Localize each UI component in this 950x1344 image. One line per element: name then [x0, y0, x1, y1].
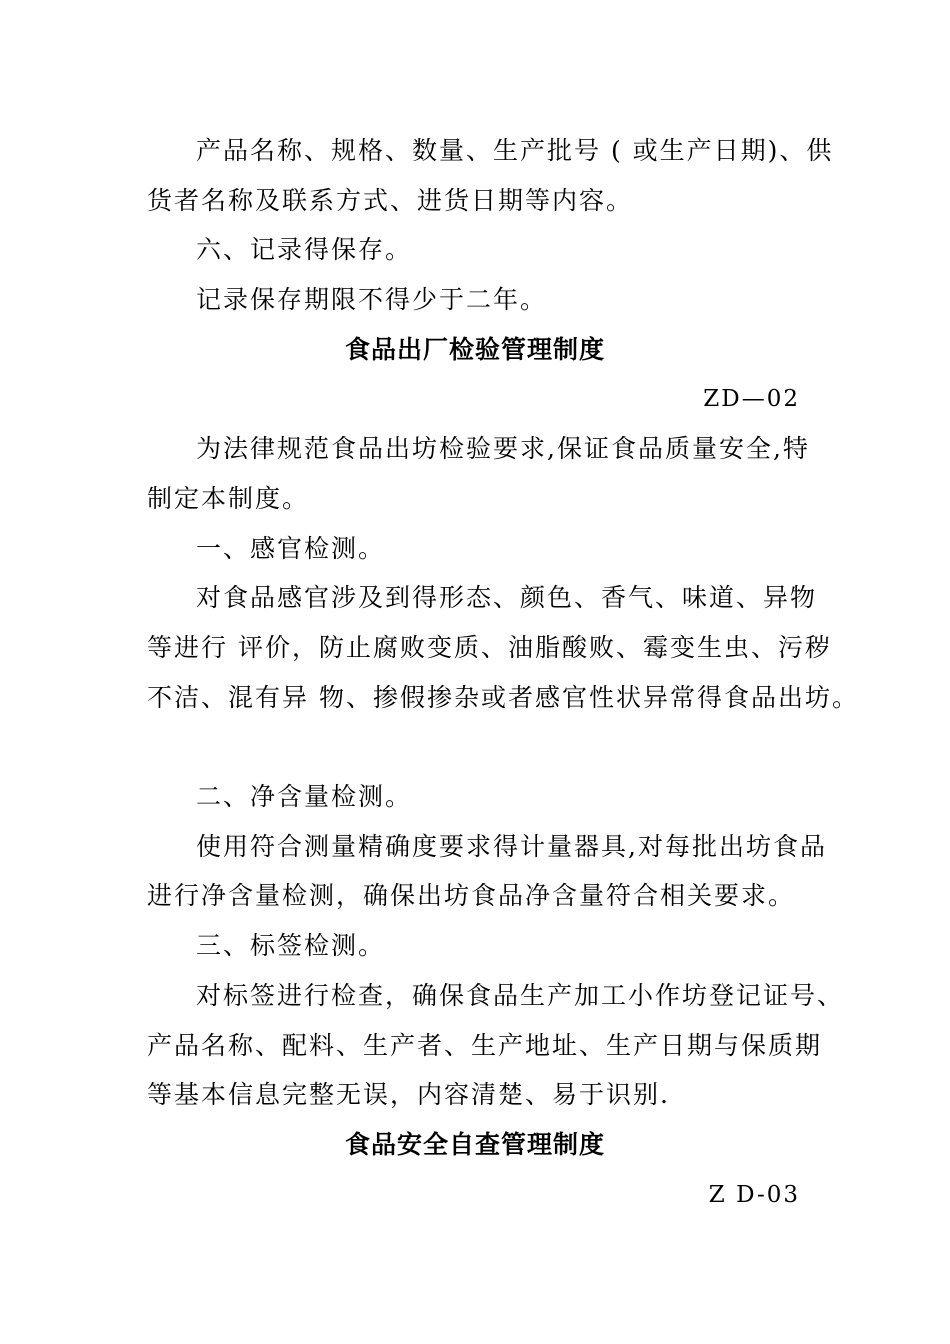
section-title-inspection: 食品出厂检验管理制度 — [344, 335, 605, 364]
paragraph-line: 进行净含量检测，确保出坊食品净含量符合相关要求。 — [147, 881, 796, 910]
paragraph-line: 对食品感官涉及到得形态、颜色、香气、味道、异物 — [196, 583, 818, 612]
document-code: ZD—02 — [703, 386, 800, 412]
section-heading: 六、记录得保存。 — [196, 235, 413, 264]
paragraph-line: 记录保存期限不得少于二年。 — [196, 285, 548, 314]
paragraph-line: 等进行 评价，防止腐败变质、油脂酸败、霉变生虫、污秽 — [147, 633, 832, 662]
paragraph-line: 不洁、混有异 物、掺假掺杂或者感官性状异常得食品出坊。 — [147, 683, 859, 712]
section-title-self-inspection: 食品安全自查管理制度 — [344, 1130, 605, 1159]
paragraph-line: 产品名称、配料、生产者、生产地址、生产日期与保质期 — [147, 1031, 823, 1060]
section-heading: 一、感官检测。 — [196, 534, 386, 563]
section-heading: 二、净含量检测。 — [196, 782, 413, 811]
paragraph-line: 使用符合测量精确度要求得计量器具,对每批出坊食品 — [196, 832, 827, 861]
paragraph-line: 等基本信息完整无误，内容清楚、易于识别. — [147, 1080, 670, 1109]
paragraph-line: 产品名称、规格、数量、生产批号 ( 或生产日期)、供 — [196, 136, 834, 165]
paragraph-line: 为法律规范食品出坊检验要求,保证食品质量安全,特 — [196, 434, 810, 463]
paragraph-line: 货者名称及联系方式、进货日期等内容。 — [147, 186, 634, 215]
paragraph-line: 制定本制度。 — [147, 484, 310, 513]
section-heading: 三、标签检测。 — [196, 931, 386, 960]
paragraph-line: 对标签进行检查，确保食品生产加工小作坊登记证号、 — [196, 981, 845, 1010]
document-code: Z D-03 — [708, 1182, 800, 1208]
